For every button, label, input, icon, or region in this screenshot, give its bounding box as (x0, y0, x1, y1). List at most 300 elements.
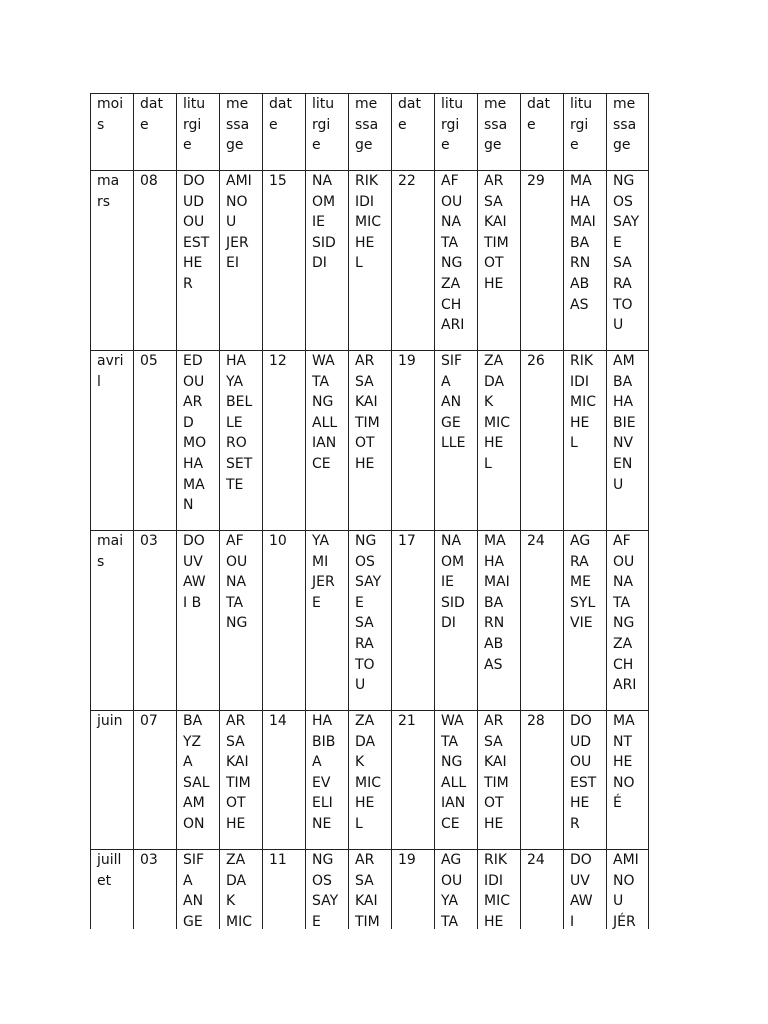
cell-line: 10 (269, 533, 287, 549)
cell-line: BEL (226, 394, 253, 411)
cell-line: AR (355, 852, 375, 868)
cell-line: 11 (269, 852, 287, 868)
cell-line: OT (355, 435, 375, 452)
cell-line: NO (226, 193, 248, 210)
cell-line: NG (312, 394, 334, 411)
cell-line: litu (183, 96, 206, 112)
cell-line: dat (269, 96, 292, 112)
cell-line: MIC (570, 394, 596, 411)
table-cell (220, 531, 263, 711)
cell-line: AR (355, 353, 375, 369)
cell-line: OM (312, 193, 336, 210)
cell-line: e (312, 137, 321, 154)
header-cell (521, 94, 564, 171)
cell-line: HE (226, 815, 246, 832)
cell-line: GE (183, 913, 203, 929)
cell-line: NO (613, 872, 635, 889)
cell-line: IDI (355, 193, 375, 210)
cell-line: N (183, 497, 194, 514)
cell-line: SET (226, 455, 253, 472)
cell-line: MIC (355, 214, 381, 231)
table-cell (521, 171, 564, 351)
cell-line: DO (570, 852, 592, 868)
cell-line: OU (613, 553, 635, 570)
cell-line: U (613, 893, 624, 910)
cell-line: litu (312, 96, 335, 112)
cell-line: AR (484, 713, 504, 729)
cell-line: OU (226, 553, 248, 570)
cell-line: 15 (269, 173, 287, 189)
cell-line: SA (355, 615, 374, 632)
cell-line: e (140, 116, 149, 133)
cell-line: BA (570, 234, 590, 251)
cell-line: HA (484, 553, 505, 570)
table-cell (392, 711, 435, 850)
cell-line: AMI (226, 173, 252, 189)
cell-line: DA (484, 373, 505, 390)
cell-line: AMI (613, 852, 639, 868)
cell-line: SA (355, 373, 374, 390)
cell-line: OT (484, 255, 504, 272)
cell-line: AS (484, 656, 503, 673)
cell-line: AR (226, 713, 246, 729)
cell-line: R (570, 815, 580, 832)
cell-line: ma (97, 173, 120, 189)
cell-line: SID (441, 594, 465, 611)
cell-line: NA (613, 574, 634, 591)
cell-line: e (441, 137, 450, 154)
cell-line: HE (183, 255, 203, 272)
table-cell (306, 711, 349, 850)
cell-line: NA (441, 533, 462, 549)
cell-line: dat (140, 96, 163, 112)
table-cell (134, 351, 177, 531)
table-cell (349, 711, 392, 850)
cell-line: TIM (484, 234, 509, 251)
cell-line: MAI (570, 214, 596, 231)
cell-line: 17 (398, 533, 416, 549)
cell-line: me (226, 96, 249, 112)
cell-line: TIM (484, 774, 509, 791)
cell-line: K (226, 893, 236, 910)
table-cell (435, 711, 478, 850)
cell-line: SAL (183, 774, 210, 791)
cell-line: me (484, 96, 507, 112)
cell-line: RIK (570, 353, 594, 369)
cell-line: me (355, 96, 378, 112)
cell-line: IE (312, 214, 325, 231)
table-cell (220, 711, 263, 850)
cell-line: RIK (355, 173, 379, 189)
table-cell (564, 531, 607, 711)
cell-line: UD (570, 733, 592, 750)
cell-line: CH (441, 296, 462, 313)
cell-line: U (355, 677, 366, 694)
cell-line: EI (226, 255, 239, 272)
cell-line: mai (97, 533, 124, 549)
table-row (91, 351, 649, 531)
cell-line: YA (226, 373, 244, 390)
table-cell (263, 711, 306, 850)
cell-line: ge (613, 137, 631, 154)
table-cell (177, 171, 220, 351)
cell-line: ALL (312, 414, 338, 431)
cell-line: NG (226, 615, 248, 632)
cell-line: HE (355, 234, 375, 251)
table-cell (91, 171, 134, 351)
table-cell (306, 351, 349, 531)
cell-line: MA (613, 713, 635, 729)
cell-line: AF (441, 173, 459, 189)
cell-line: HE (570, 414, 590, 431)
table-cell (306, 850, 349, 930)
cell-line: AF (613, 533, 631, 549)
cell-line: SA (484, 193, 503, 210)
table-cell (564, 711, 607, 850)
cell-line: 19 (398, 852, 416, 868)
cell-line: NA (441, 214, 462, 231)
cell-line: MIC (484, 414, 510, 431)
cell-line: RN (484, 615, 505, 632)
cell-line: ge (226, 137, 244, 154)
cell-line: AF (226, 533, 244, 549)
cell-line: me (613, 96, 636, 112)
cell-line: OT (484, 795, 504, 812)
cell-line: RIK (484, 852, 508, 868)
cell-line: OS (312, 872, 332, 889)
cell-line: ED (183, 353, 203, 369)
table-cell (263, 531, 306, 711)
cell-line: DO (183, 533, 205, 549)
table-cell (91, 850, 134, 930)
cell-line: AS (570, 296, 589, 313)
header-cell (134, 94, 177, 171)
cell-line: 03 (140, 533, 158, 549)
cell-line: IDI (484, 872, 504, 889)
table-cell (134, 171, 177, 351)
cell-line: 29 (527, 173, 545, 189)
cell-line: U (613, 476, 624, 493)
cell-line: AG (570, 533, 591, 549)
cell-line: ME (570, 574, 591, 591)
cell-line: SYL (570, 594, 596, 611)
cell-line: A (312, 754, 322, 771)
cell-line: IAN (312, 435, 337, 452)
cell-line: WA (441, 713, 464, 729)
table-cell (220, 351, 263, 531)
cell-line: NG (441, 754, 463, 771)
cell-line: ZA (355, 713, 375, 729)
cell-line: E (312, 913, 321, 929)
table-cell (435, 531, 478, 711)
cell-line: HA (613, 394, 634, 411)
cell-line: l (97, 373, 101, 390)
header-cell (435, 94, 478, 171)
cell-line: AN (183, 893, 204, 910)
cell-line: JER (312, 574, 335, 591)
cell-line: HA (312, 713, 333, 729)
cell-line: AG (441, 852, 462, 868)
cell-line: AM (183, 795, 205, 812)
cell-line: YA (312, 533, 330, 549)
cell-line: SAY (312, 893, 339, 910)
cell-line: AW (183, 574, 206, 591)
cell-line: IDI (570, 373, 590, 390)
cell-line: D (183, 414, 194, 431)
table-cell (263, 850, 306, 930)
cell-line: OS (613, 193, 633, 210)
cell-line: ON (183, 815, 205, 832)
table-cell (478, 171, 521, 351)
table-cell (306, 171, 349, 351)
cell-line: YZ (183, 733, 202, 750)
cell-line: rgi (183, 116, 202, 133)
table-cell (349, 171, 392, 351)
cell-line: NA (226, 574, 247, 591)
cell-line: MI (312, 553, 329, 570)
table-cell (91, 711, 134, 850)
cell-line: SID (312, 234, 336, 251)
table-cell (349, 850, 392, 930)
table-cell (392, 351, 435, 531)
cell-line: TO (355, 656, 375, 673)
cell-line: ge (484, 137, 502, 154)
cell-line: AM (613, 353, 635, 369)
header-cell (349, 94, 392, 171)
cell-line: OS (355, 553, 375, 570)
cell-line: ARI (441, 317, 465, 334)
cell-line: ZA (441, 275, 461, 292)
table-cell (392, 171, 435, 351)
header-cell (306, 94, 349, 171)
cell-line: HE (355, 795, 375, 812)
table-cell (263, 171, 306, 351)
cell-line: HE (484, 913, 504, 929)
cell-line: s (97, 553, 105, 570)
cell-line: A (183, 754, 193, 771)
cell-line: 22 (398, 173, 416, 189)
cell-line: TA (613, 594, 631, 611)
cell-line: IE (441, 574, 454, 591)
table-cell (349, 531, 392, 711)
table-row (91, 850, 649, 930)
table-cell (435, 351, 478, 531)
table-cell (478, 711, 521, 850)
cell-line: MA (183, 476, 205, 493)
cell-line: TA (226, 594, 244, 611)
cell-line: GE (441, 414, 461, 431)
table-cell (349, 351, 392, 531)
cell-line: TIM (355, 913, 380, 929)
cell-line: MIC (484, 893, 510, 910)
cell-line: avri (97, 353, 124, 369)
cell-line: L (570, 435, 578, 452)
cell-line: NG (613, 173, 635, 189)
cell-line: SIF (441, 353, 463, 369)
cell-line: MA (484, 533, 506, 549)
cell-line: rgi (441, 116, 460, 133)
table-cell (607, 171, 649, 351)
cell-line: CE (441, 815, 460, 832)
cell-line: É (613, 795, 622, 812)
header-row (91, 94, 649, 171)
cell-line: AW (570, 893, 593, 910)
cell-line: U (613, 317, 624, 334)
cell-line: TIM (355, 414, 380, 431)
cell-line: ELI (312, 795, 333, 812)
cell-line: NT (613, 733, 633, 750)
cell-line: NV (613, 435, 634, 452)
cell-line: RA (570, 553, 589, 570)
cell-line: 05 (140, 353, 158, 369)
cell-line: ssa (355, 116, 379, 133)
table-cell (478, 351, 521, 531)
cell-line: OU (441, 872, 463, 889)
cell-line: KAI (226, 754, 249, 771)
header-cell (220, 94, 263, 171)
cell-line: et (97, 872, 112, 889)
cell-line: e (269, 116, 278, 133)
cell-line: RA (355, 635, 374, 652)
cell-line: WA (312, 353, 335, 369)
cell-line: juin (97, 713, 123, 729)
cell-line: JER (226, 234, 249, 251)
cell-line: HA (183, 455, 204, 472)
cell-line: 08 (140, 173, 158, 189)
cell-line: TIM (226, 774, 251, 791)
cell-line: 28 (527, 713, 545, 729)
table-cell (134, 711, 177, 850)
liturgy-schedule-table (90, 93, 649, 929)
table-cell (521, 351, 564, 531)
cell-line: 14 (269, 713, 287, 729)
cell-line: UD (183, 193, 205, 210)
table-cell (134, 850, 177, 930)
cell-line: rgi (570, 116, 589, 133)
table-cell (91, 531, 134, 711)
cell-line: RO (226, 435, 247, 452)
cell-line: BIE (613, 414, 636, 431)
table-cell (392, 531, 435, 711)
table-cell (607, 711, 649, 850)
table-body (91, 94, 649, 930)
cell-line: dat (398, 96, 421, 112)
cell-line: E (613, 234, 622, 251)
cell-line: HE (484, 815, 504, 832)
cell-line: AR (183, 394, 203, 411)
cell-line: AB (570, 275, 590, 292)
cell-line: TA (441, 733, 459, 750)
cell-line: NA (312, 173, 333, 189)
table-cell (607, 351, 649, 531)
cell-line: DI (441, 615, 456, 632)
cell-line: NG (355, 533, 377, 549)
cell-line: K (355, 754, 365, 771)
cell-line: E (312, 594, 321, 611)
cell-line: KAI (484, 754, 507, 771)
table-cell (564, 171, 607, 351)
cell-line: ge (355, 137, 373, 154)
cell-line: L (355, 255, 363, 272)
cell-line: ssa (226, 116, 250, 133)
cell-line: LE (226, 414, 243, 431)
cell-line: KAI (484, 214, 507, 231)
table-cell (521, 850, 564, 930)
cell-line: HE (484, 435, 504, 452)
cell-line: RA (613, 275, 632, 292)
cell-line: EV (312, 774, 331, 791)
table-cell (435, 850, 478, 930)
cell-line: SA (484, 733, 503, 750)
cell-line: 07 (140, 713, 158, 729)
table-cell (220, 171, 263, 351)
table-cell (478, 850, 521, 930)
cell-line: UV (570, 872, 590, 889)
cell-line: HE (570, 795, 590, 812)
cell-line: SA (226, 733, 245, 750)
cell-line: DA (226, 872, 247, 889)
cell-line: NE (312, 815, 332, 832)
cell-line: RN (570, 255, 591, 272)
cell-line: KAI (355, 394, 378, 411)
table-row (91, 531, 649, 711)
cell-line: BA (484, 594, 504, 611)
cell-line: MA (570, 173, 592, 189)
cell-line: NG (441, 255, 463, 272)
cell-line: SA (613, 255, 632, 272)
cell-line: rgi (312, 116, 331, 133)
cell-line: TO (613, 296, 633, 313)
cell-line: HA (226, 353, 247, 369)
cell-line: EN (613, 455, 633, 472)
cell-line: ALL (441, 774, 467, 791)
cell-line: R (183, 275, 193, 292)
table-cell (564, 351, 607, 531)
cell-line: ARI (613, 677, 637, 694)
cell-line: AB (484, 635, 504, 652)
table-cell (134, 531, 177, 711)
cell-line: moi (97, 96, 124, 112)
table-cell (177, 531, 220, 711)
cell-line: EST (570, 774, 597, 791)
cell-line: ssa (484, 116, 508, 133)
cell-line: LLE (441, 435, 466, 452)
cell-line: 26 (527, 353, 545, 369)
table-row (91, 711, 649, 850)
cell-line: litu (441, 96, 464, 112)
cell-line: 12 (269, 353, 287, 369)
cell-line: e (183, 137, 192, 154)
cell-line: AN (441, 394, 462, 411)
cell-line: juill (97, 852, 122, 868)
cell-line: BIB (312, 733, 336, 750)
table-cell (607, 850, 649, 930)
cell-line: MAI (484, 574, 510, 591)
cell-line: I B (183, 594, 202, 611)
cell-line: IAN (441, 795, 466, 812)
cell-line: s (97, 116, 105, 133)
cell-line: SAY (613, 214, 640, 231)
table-cell (177, 850, 220, 930)
cell-line: DO (570, 713, 592, 729)
table-cell (177, 711, 220, 850)
cell-line: HE (484, 275, 504, 292)
cell-line: rs (97, 193, 111, 210)
cell-line: SIF (183, 852, 205, 868)
cell-line: K (484, 394, 494, 411)
table-cell (478, 531, 521, 711)
header-cell (263, 94, 306, 171)
